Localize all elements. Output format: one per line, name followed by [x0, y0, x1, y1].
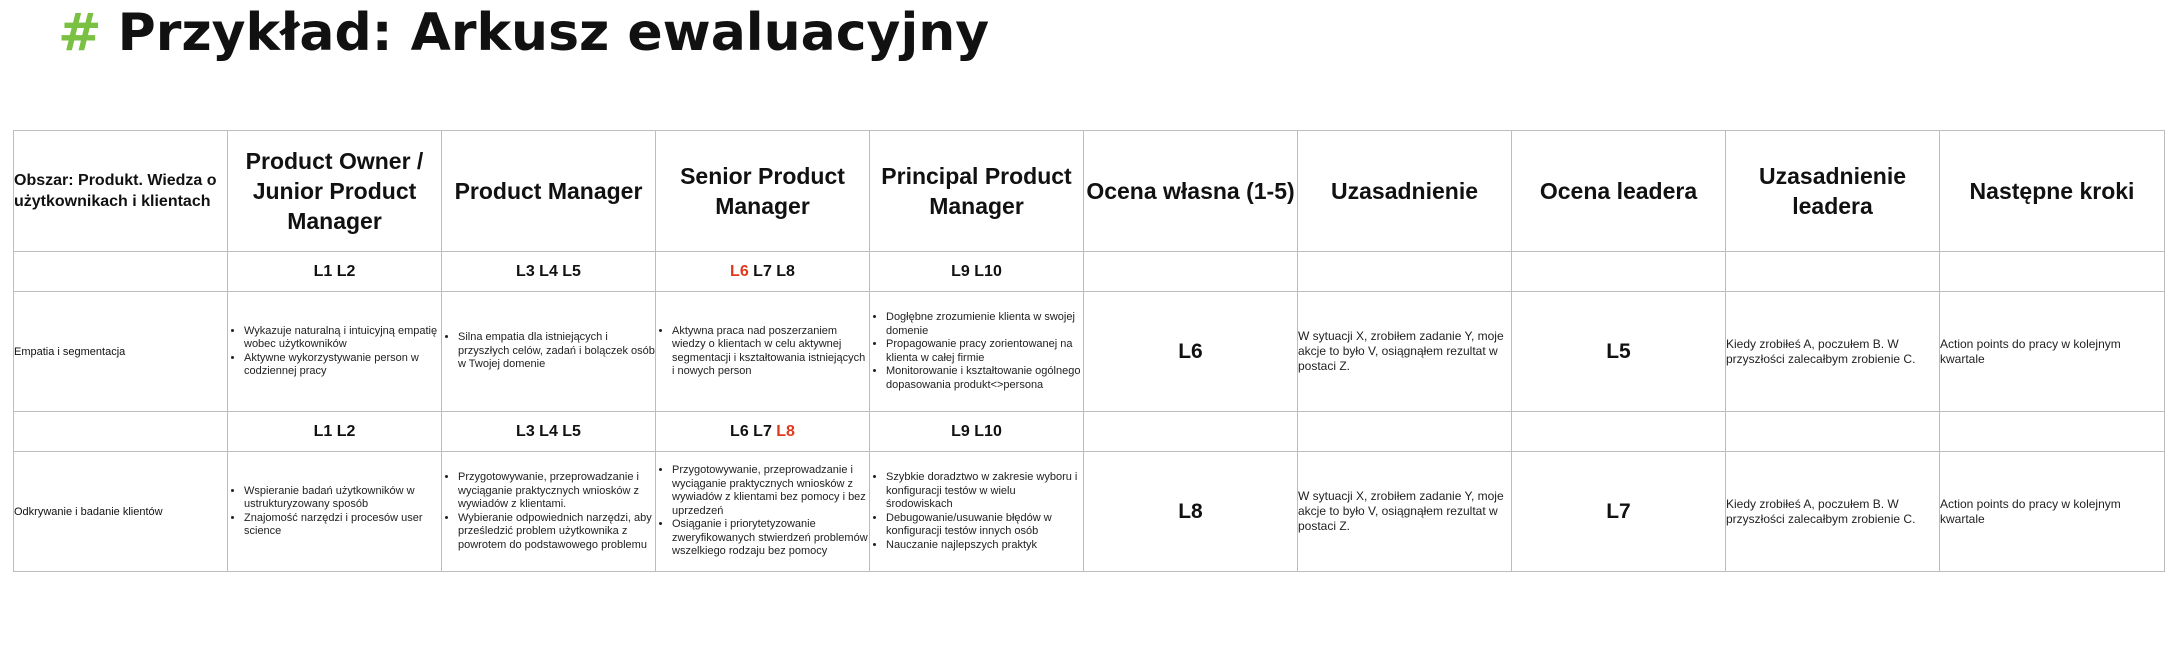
criteria-item: • Monitorowanie i kształtowanie ogólnego dopasowania produkt<>persona — [886, 365, 1083, 392]
criteria-item: • Silna empatia dla istniejących i przyszłych celów, zadań i bolączek osób w Twojej domenie — [458, 331, 655, 372]
level-cell-empty — [1512, 412, 1726, 452]
header-next-steps: Następne kroki — [1940, 131, 2165, 252]
criteria-item: • Znajomość narzędzi i procesów user science — [244, 512, 441, 539]
criteria-item: • Debugowanie/usuwanie błędów w konfiguracji testów innych osób — [886, 512, 1083, 539]
page-title — [58, 2, 989, 64]
level-label: L1 L2 — [313, 422, 356, 440]
criteria-list — [656, 464, 869, 559]
header-area: Obszar: Produkt. Wiedza o użytkownikach i klientach — [14, 131, 228, 252]
criteria-list — [656, 325, 869, 379]
table-row — [14, 452, 2165, 572]
level-label-highlighted: L6 — [730, 262, 749, 280]
level-row — [14, 412, 2165, 452]
criteria-cell — [656, 292, 870, 412]
header-leader-justification: Uzasadnienie leadera — [1726, 131, 1940, 252]
leader-justification: Kiedy zrobiłeś A, poczułem B. W przyszłości zalecałbym zrobienie C. — [1726, 292, 1940, 412]
justification: W sytuacji X, zrobiłem zadanie Y, moje akcje to było V, osiągnąłem rezultat w postaci Z. — [1298, 292, 1512, 412]
level-cell-empty — [14, 252, 228, 292]
level-cell — [228, 412, 442, 452]
criteria-list — [870, 311, 1083, 392]
level-cell — [656, 252, 870, 292]
level-cell-empty — [1940, 252, 2165, 292]
level-cell — [870, 252, 1084, 292]
criteria-item: • Propagowanie pracy zorientowanej na klienta w całej firmie — [886, 338, 1083, 365]
level-label: L3 L4 L5 — [516, 422, 581, 440]
level-cell-empty — [1084, 412, 1298, 452]
level-label: L9 L10 — [951, 262, 1002, 280]
leader-grade: L5 — [1512, 292, 1726, 412]
criteria-item: • Wybieranie odpowiednich narzędzi, aby prześledzić problem użytkownika z powrotem do podstawowego problemu — [458, 512, 655, 553]
criteria-item: • Przygotowywanie, przeprowadzanie i wyciąganie praktycznych wniosków z wywiadów z klientami. — [458, 471, 655, 512]
criteria-item: • Dogłębne zrozumienie klienta w swojej domenie — [886, 311, 1083, 338]
criteria-item: • Aktywne wykorzystywanie person w codziennej pracy — [244, 352, 441, 379]
level-cell — [656, 412, 870, 452]
justification: W sytuacji X, zrobiłem zadanie Y, moje akcje to było V, osiągnąłem rezultat w postaci Z. — [1298, 452, 1512, 572]
header-pm: Product Manager — [442, 131, 656, 252]
criteria-cell — [228, 452, 442, 572]
criteria-item: • Osiąganie i priorytetyzowanie zweryfikowanych stwierdzeń problemów wszelkiego rodzaju bez pomocy — [672, 518, 869, 559]
level-cell — [228, 252, 442, 292]
level-row — [14, 252, 2165, 292]
header-justification: Uzasadnienie — [1298, 131, 1512, 252]
next-steps: Action points do pracy w kolejnym kwartale — [1940, 452, 2165, 572]
criteria-list — [228, 325, 441, 379]
title-text: Przykład: Arkusz ewaluacyjny — [117, 3, 990, 63]
level-cell-empty — [1084, 252, 1298, 292]
header-po-junior-pm: Product Owner / Junior Product Manager — [228, 131, 442, 252]
criteria-cell — [442, 452, 656, 572]
level-label: L7 L8 — [748, 262, 795, 280]
header-senior-pm: Senior Product Manager — [656, 131, 870, 252]
criteria-item: • Nauczanie najlepszych praktyk — [886, 539, 1083, 553]
criteria-list — [228, 485, 441, 539]
level-cell-empty — [1726, 412, 1940, 452]
header-leader-grade: Ocena leadera — [1512, 131, 1726, 252]
level-label: L1 L2 — [313, 262, 356, 280]
level-label: L9 L10 — [951, 422, 1002, 440]
level-label: L6 L7 — [730, 422, 777, 440]
level-label: L3 L4 L5 — [516, 262, 581, 280]
level-cell-empty — [1512, 252, 1726, 292]
criteria-cell — [228, 292, 442, 412]
criteria-item: • Aktywna praca nad poszerzaniem wiedzy o klientach w celu aktywnej segmentacji i kształtowania istniejących i nowych person — [672, 325, 869, 379]
criteria-item: • Wspieranie badań użytkowników w ustrukturyzowany sposób — [244, 485, 441, 512]
criteria-list — [870, 471, 1083, 552]
criteria-cell — [870, 292, 1084, 412]
criteria-item: • Szybkie doradztwo w zakresie wyboru i konfiguracji testów w wielu środowiskach — [886, 471, 1083, 512]
level-cell — [442, 412, 656, 452]
area-label: Odkrywanie i badanie klientów — [14, 452, 228, 572]
criteria-cell — [870, 452, 1084, 572]
leader-grade: L7 — [1512, 452, 1726, 572]
level-cell-empty — [1298, 252, 1512, 292]
criteria-cell — [656, 452, 870, 572]
header-principal-pm: Principal Product Manager — [870, 131, 1084, 252]
criteria-item: • Przygotowywanie, przeprowadzanie i wyciąganie praktycznych wniosków z wywiadów z klientami bez pomocy i bez uprzedzeń — [672, 464, 869, 518]
criteria-list — [442, 471, 655, 552]
header-row — [14, 131, 2165, 252]
header-self-grade: Ocena własna (1-5) — [1084, 131, 1298, 252]
next-steps: Action points do pracy w kolejnym kwartale — [1940, 292, 2165, 412]
hash-mark: # — [58, 3, 102, 63]
criteria-cell — [442, 292, 656, 412]
level-cell — [870, 412, 1084, 452]
criteria-list — [442, 331, 655, 372]
level-cell-empty — [1726, 252, 1940, 292]
leader-justification: Kiedy zrobiłeś A, poczułem B. W przyszłości zalecałbym zrobienie C. — [1726, 452, 1940, 572]
level-cell-empty — [1940, 412, 2165, 452]
level-cell — [442, 252, 656, 292]
level-cell-empty — [1298, 412, 1512, 452]
criteria-item: • Wykazuje naturalną i intuicyjną empatię wobec użytkowników — [244, 325, 441, 352]
evaluation-table — [13, 130, 2165, 572]
table-row — [14, 292, 2165, 412]
level-cell-empty — [14, 412, 228, 452]
level-label-highlighted: L8 — [776, 422, 795, 440]
self-grade: L6 — [1084, 292, 1298, 412]
self-grade: L8 — [1084, 452, 1298, 572]
area-label: Empatia i segmentacja — [14, 292, 228, 412]
